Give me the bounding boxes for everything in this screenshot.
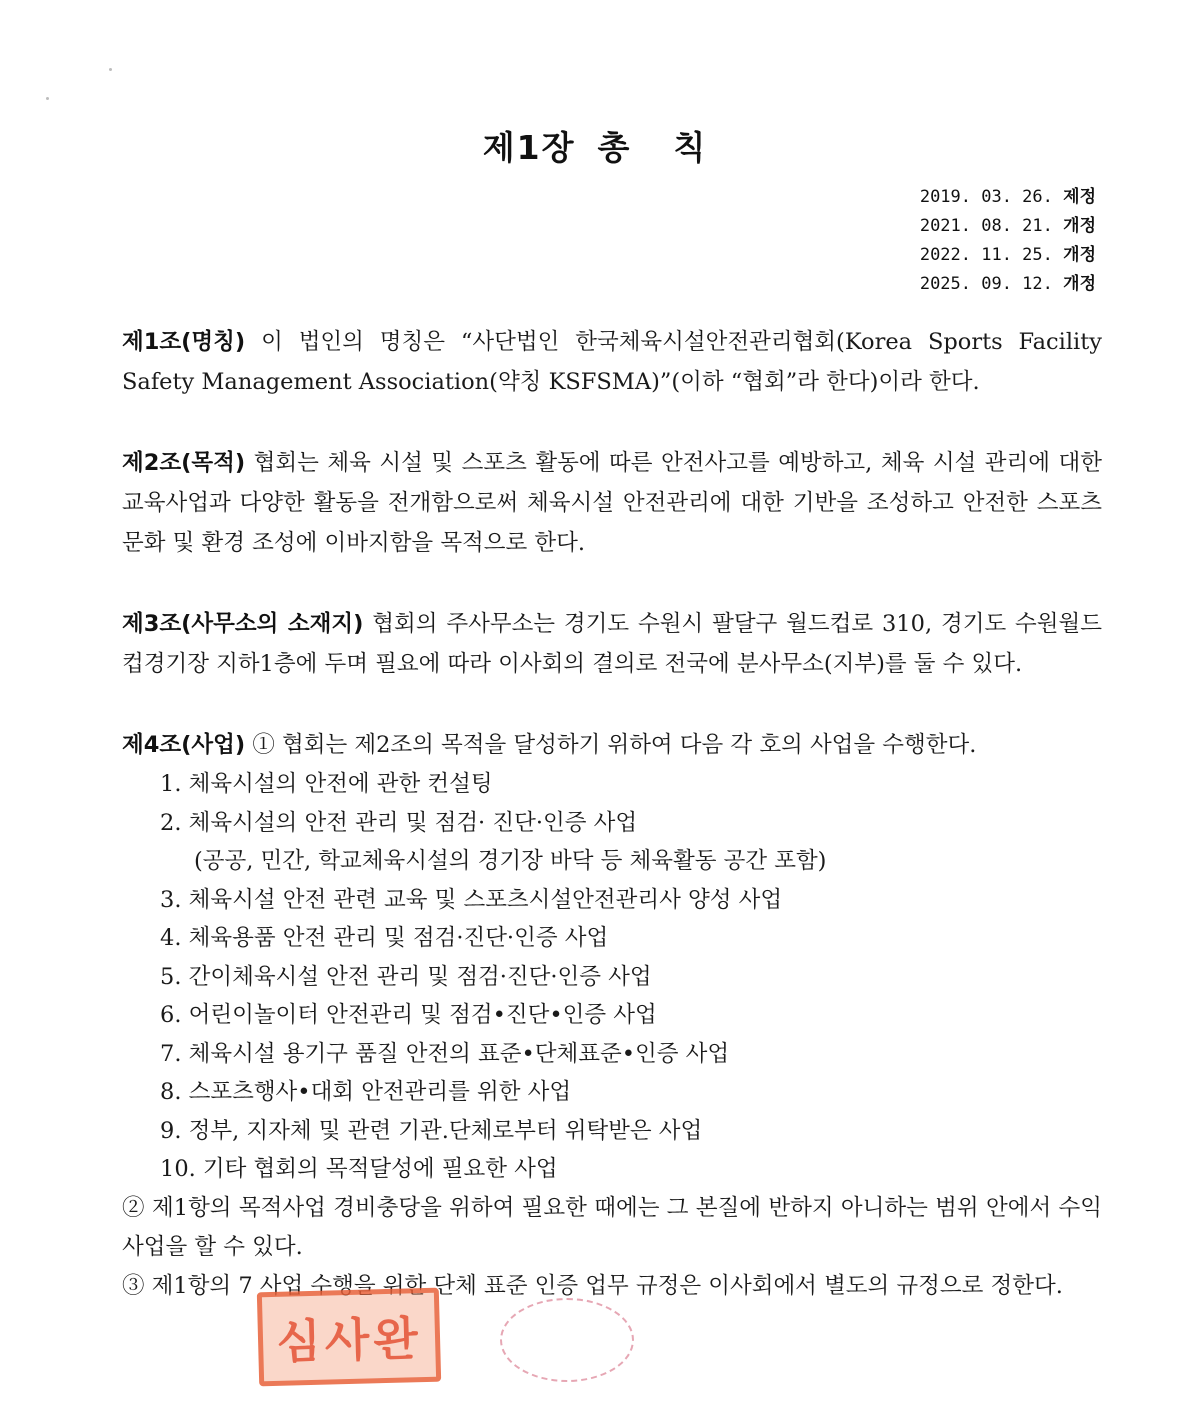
- revision-action: 개정: [1063, 274, 1096, 294]
- article-text: 협회의 주사무소는 경기도 수원시 팔달구 월드컵로 310, 경기도 수원월드컵경기장 지하1층에 두며 필요에 따라 이사회의 결의로 전국에 분사무소(지부)를 둘 수 있다.: [122, 611, 1102, 677]
- chapter-title: [0, 122, 1190, 169]
- revision-row: [920, 183, 1096, 212]
- article-4-intro: [122, 725, 1102, 765]
- clause-2: ② 제1항의 목적사업 경비충당을 위하여 필요한 때에는 그 본질에 반하지 아니하는 범위 안에서 수익사업을 할 수 있다.: [122, 1194, 1102, 1260]
- list-item: 2. 체육시설의 안전 관리 및 점검· 진단·인증 사업: [160, 809, 638, 836]
- article-4: [122, 725, 1102, 1306]
- list-item: 3. 체육시설 안전 관련 교육 및 스포츠시설안전관리사 양성 사업: [160, 886, 783, 913]
- article-text: 협회는 체육 시설 및 스포츠 활동에 따른 안전사고를 예방하고, 체육 시설 관리에 대한 교육사업과 다양한 활동을 전개함으로써 체육시설 안전관리에 대한 기반을 조성하고 안전한 스포츠 문화 및 환경 조성에 이바지함을 목적으로 한다.: [122, 450, 1102, 556]
- article-text: ① 협회는 제2조의 목적을 달성하기 위하여 다음 각 호의 사업을 수행한다.: [245, 732, 977, 758]
- list-item: 6. 어린이놀이터 안전관리 및 점검•진단•인증 사업: [160, 1002, 657, 1028]
- seal-mark: [500, 1298, 634, 1382]
- article-1: [122, 322, 1102, 402]
- article-2: [122, 443, 1102, 563]
- revision-row: [920, 212, 1096, 241]
- revision-action: 제정: [1063, 187, 1096, 207]
- chapter-title-part: 제1장: [482, 128, 576, 167]
- list-item: 5. 간이체육시설 안전 관리 및 점검·진단·인증 사업: [160, 963, 652, 990]
- revision-action: 개정: [1063, 245, 1096, 265]
- revision-date: 2021. 08. 21.: [919, 216, 1053, 236]
- approval-stamp: [257, 1288, 441, 1387]
- list-item-note: (공공, 민간, 학교체육시설의 경기장 바닥 등 체육활동 공간 포함): [194, 848, 827, 874]
- business-list: [122, 765, 1102, 1189]
- article-3: [122, 604, 1102, 684]
- revision-date: 2025. 09. 12.: [919, 274, 1053, 294]
- revision-date: 2019. 03. 26.: [919, 187, 1053, 207]
- clause-3: ③ 제1항의 7 사업 수행을 위한 단체 표준 인증 업무 규정은 이사회에서 별도의 규정으로 정한다.: [122, 1272, 1063, 1299]
- revision-action: 개정: [1063, 216, 1096, 236]
- article-text: 이 법인의 명칭은 “사단법인 한국체육시설안전관리협회(Korea Sports Facility Safety Management Association(약칭 KSFSMA)”(이하 “협회”라 한다)이라 한다.: [122, 329, 1102, 395]
- revision-row: [920, 241, 1096, 270]
- list-item: 7. 체육시설 용기구 품질 안전의 표준•단체표준•인증 사업: [160, 1040, 730, 1067]
- document-body: [122, 322, 1102, 1306]
- list-item: 10. 기타 협회의 목적달성에 필요한 사업: [160, 1156, 558, 1182]
- article-heading: 제3조(사무소의 소재지): [122, 611, 364, 637]
- article-heading: 제4조(사업): [122, 732, 246, 758]
- chapter-title-part: 총: [597, 128, 632, 167]
- list-item: 8. 스포츠행사•대회 안전관리를 위한 사업: [160, 1079, 572, 1105]
- revision-row: [920, 270, 1096, 299]
- list-item: 1. 체육시설의 안전에 관한 컨설팅: [160, 771, 493, 797]
- revision-date: 2022. 11. 25.: [919, 245, 1053, 265]
- article-heading: 제2조(목적): [122, 450, 246, 476]
- article-heading: 제1조(명칭): [122, 329, 246, 355]
- stamp-text: 심사완: [275, 1311, 423, 1369]
- list-item: 4. 체육용품 안전 관리 및 점검·진단·인증 사업: [160, 925, 609, 951]
- scan-speck: [109, 68, 112, 71]
- list-item: 9. 정부, 지자체 및 관련 기관.단체로부터 위탁받은 사업: [160, 1117, 703, 1144]
- scan-speck: [46, 97, 49, 100]
- chapter-title-part: 칙: [673, 128, 708, 167]
- revision-history: [920, 183, 1096, 299]
